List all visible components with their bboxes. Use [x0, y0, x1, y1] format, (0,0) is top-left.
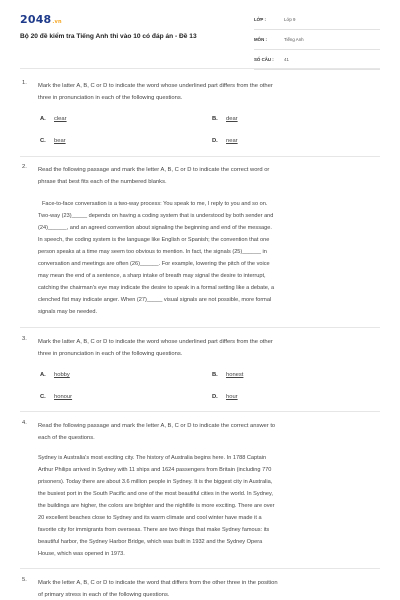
- info-label: MÔN :: [254, 37, 267, 42]
- site-logo[interactable]: [20, 13, 62, 26]
- passage-line: Two-way (23)_____ depends on having a coding system that is understood by both sender and: [38, 213, 274, 219]
- question-divider: [20, 156, 380, 157]
- reading-passage: [38, 198, 378, 318]
- question-text-line: three in pronunciation in each of the following questions.: [38, 351, 183, 357]
- question-text-line: Mark the latter A, B, C or D to indicate the word whose underlined part differs from the other: [38, 339, 273, 345]
- question-text-line: Mark the latter A, B, C or D to indicate the word whose underlined part differs from the other: [38, 83, 273, 89]
- question-text: [38, 80, 374, 104]
- passage-line: prisoners). Today there are about 3.6 million people in Sydney. It is the biggest city in Australia,: [38, 479, 273, 485]
- passage-line: Sydney is Australia's most exciting city. The history of Australia begins here. In 1788 Captain: [38, 455, 267, 461]
- logo-text: 2048: [20, 13, 52, 26]
- option-a[interactable]: [40, 372, 70, 378]
- option-word: honest: [226, 372, 244, 378]
- info-value: Lớp 9: [284, 17, 296, 22]
- option-b[interactable]: [212, 372, 243, 378]
- info-value: Tiếng Anh: [284, 37, 304, 42]
- info-value: 41: [284, 57, 289, 62]
- option-letter: B.: [212, 116, 218, 122]
- option-b[interactable]: [212, 116, 238, 122]
- option-c[interactable]: [40, 138, 66, 144]
- option-letter: C.: [40, 138, 46, 144]
- option-a[interactable]: [40, 116, 67, 122]
- option-word: clear: [54, 116, 67, 122]
- passage-line: beautiful harbor, the Sydney Harbor Bridge, which was built in 1932 and the Sydney Opera: [38, 539, 263, 545]
- info-label: LỚP :: [254, 17, 266, 22]
- option-letter: D.: [212, 138, 218, 144]
- passage-line: (24)______, and an agreed convention about signaling the beginning and end of the message.: [38, 225, 272, 231]
- option-word: honour: [54, 394, 73, 400]
- page-header: [0, 0, 400, 60]
- passage-line: person speaks at a time may seem too obvious to mention. In fact, the signals (25)______ in: [38, 249, 267, 255]
- question-text: [38, 420, 374, 444]
- option-c[interactable]: [40, 394, 72, 400]
- passage-line: clenched fist may indicate anger. When (27)_____ visual signals are not possible, more formal: [38, 297, 272, 303]
- question-text: [38, 577, 374, 600]
- option-letter: A.: [40, 372, 46, 378]
- passage-line: catching the chairman's eye may indicate the desire to speak in a formal setting like a debate, a: [38, 285, 275, 291]
- option-letter: D.: [212, 394, 218, 400]
- question-number: 5.: [22, 577, 27, 583]
- option-word: hobby: [54, 372, 70, 378]
- passage-line: In speech, the coding system is the language like English or Spanish; the convention that one: [38, 237, 270, 243]
- page-title: Bộ 20 đề kiểm tra Tiếng Anh thi vào 10 có đáp án - Đề 13: [20, 33, 197, 40]
- question-text-line: each of the questions.: [38, 435, 95, 441]
- question-divider: [20, 568, 380, 569]
- question-text: [38, 164, 374, 188]
- question-text-line: Read the following passage and mark the letter A, B, C or D to indicate the correct word or: [38, 167, 270, 173]
- passage-line: may mean the end of a sentence, a sharp intake of breath may signal the desire to interrupt,: [38, 273, 266, 279]
- info-row-subject: [254, 34, 380, 50]
- question-text-line: three in pronunciation in each of the following questions.: [38, 95, 183, 101]
- question-number: 1.: [22, 80, 27, 86]
- option-letter: C.: [40, 394, 46, 400]
- passage-line: the busiest port in the South Pacific and one of the most beautiful cities in the world. In Sydney,: [38, 491, 273, 497]
- passage-line: House, which was opened in 1973.: [38, 551, 125, 557]
- option-word: near: [226, 138, 238, 144]
- header-divider: [20, 68, 380, 69]
- option-word: hour: [226, 394, 238, 400]
- passage-line: 20 excellent beaches close to Sydney and its warm climate and cool winter have made it a: [38, 515, 262, 521]
- question-text: [38, 336, 374, 360]
- question-text-line: of primary stress in each of the following questions.: [38, 592, 170, 598]
- info-label: SỐ CÂU :: [254, 57, 274, 62]
- question-text-line: phrase that best fits each of the numbered blanks.: [38, 179, 167, 185]
- passage-line: conversation and meetings are often (26)______. For example, lowering the pitch of the voice: [38, 261, 270, 267]
- option-word: dear: [226, 116, 238, 122]
- passage-line: favorite city for immigrants from overseas. There are two things that make Sydney famous: its: [38, 527, 270, 533]
- passage-line: signals may be needed.: [38, 309, 98, 315]
- passage-line: Arthur Philips arrived in Sydney with 11 ships and 1624 passengers from Britain (including 770: [38, 467, 272, 473]
- question-number: 4.: [22, 420, 27, 426]
- option-word: bear: [54, 138, 66, 144]
- option-d[interactable]: [212, 138, 238, 144]
- question-text-line: Read the following passage and mark the letter A, B, C or D to indicate the correct answer to: [38, 423, 276, 429]
- question-text-line: Mark the letter A, B, C or D to indicate the word that differs from the other three in the position: [38, 580, 278, 586]
- exam-info-panel: [254, 14, 380, 74]
- option-letter: B.: [212, 372, 218, 378]
- option-d[interactable]: [212, 394, 238, 400]
- question-number: 2.: [22, 164, 27, 170]
- option-letter: A.: [40, 116, 46, 122]
- passage-line: Face-to-face conversation is a two-way process: You speak to me, I reply to you and so on.: [42, 201, 268, 207]
- passage-line: the buildings are higher, the colors are brighter and the nightlife is more exciting. There are over: [38, 503, 275, 509]
- info-row-class: [254, 14, 380, 30]
- question-number: 3.: [22, 336, 27, 342]
- logo-suffix: .vn: [52, 19, 62, 25]
- question-divider: [20, 327, 380, 328]
- reading-passage: [38, 452, 378, 560]
- question-divider: [20, 411, 380, 412]
